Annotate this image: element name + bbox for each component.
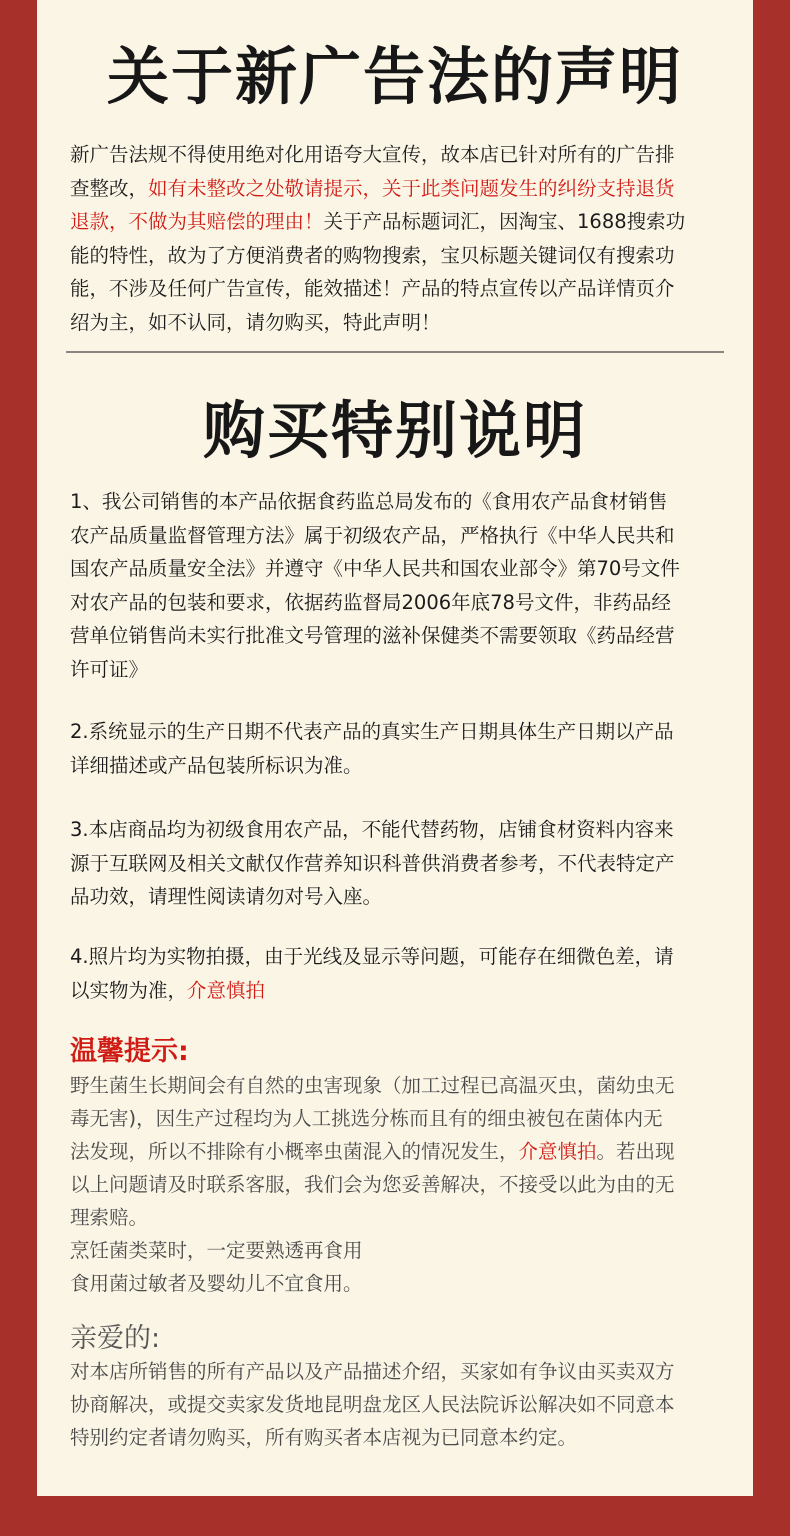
text-line xyxy=(70,880,730,914)
text-line xyxy=(70,847,730,881)
text-segment: 。若出现 xyxy=(596,1140,675,1163)
text-segment: 许可证》 xyxy=(70,657,149,681)
text-line xyxy=(70,749,730,783)
text-segment: 协商解决，或提交卖家发货地昆明盘龙区人民法院诉讼解决如不同意本 xyxy=(70,1393,675,1416)
tips-heading: 温馨提示: xyxy=(70,1036,189,1067)
purchase-note-3 xyxy=(70,813,730,914)
text-segment: 能的特性，故为了方便消费者的购物搜索，宝贝标题关键词仅有搜索功 xyxy=(70,243,675,267)
purchase-note-2 xyxy=(70,715,730,782)
text-segment: 特别约定者请勿购买，所有购买者本店视为已同意本约定。 xyxy=(70,1426,578,1449)
text-line xyxy=(70,306,730,340)
text-line xyxy=(70,1355,730,1388)
text-line xyxy=(70,552,730,586)
text-line xyxy=(70,138,730,172)
text-segment: 对本店所销售的所有产品以及产品描述介绍，买家如有争议由买卖双方 xyxy=(70,1360,675,1383)
text-line xyxy=(70,1069,730,1102)
text-line xyxy=(70,519,730,553)
text-segment: 对农产品的包装和要求，依据药监督局2006年底78号文件，非药品经 xyxy=(70,590,671,614)
text-line xyxy=(70,1135,730,1168)
text-line xyxy=(70,172,730,206)
text-segment: 4.照片均为实物拍摄，由于光线及显示等问题，可能存在细微色差，请 xyxy=(70,945,674,968)
text-line xyxy=(70,205,730,239)
text-segment: 营单位销售尚未实行批准文号管理的滋补保健类不需要领取《药品经营 xyxy=(70,624,675,648)
text-segment: 查整改， xyxy=(70,176,149,200)
text-segment: 理索赔。 xyxy=(70,1206,149,1229)
text-segment: 以实物为准， xyxy=(70,978,188,1002)
text-line xyxy=(70,1234,730,1267)
text-segment: 关于产品标题词汇，因淘宝、1688搜索功 xyxy=(323,210,686,234)
text-line xyxy=(70,1267,730,1300)
text-line xyxy=(70,485,730,519)
text-segment: 法发现，所以不排除有小概率虫菌混入的情况发生， xyxy=(70,1140,519,1163)
text-line xyxy=(70,272,730,306)
text-line xyxy=(70,974,730,1008)
text-segment: 详细描述或产品包装所标识为准。 xyxy=(70,753,363,777)
text-segment: 品功效，请理性阅读请勿对号入座。 xyxy=(70,885,383,909)
notice-panel xyxy=(37,0,753,1496)
text-line xyxy=(70,1201,730,1234)
text-segment: 能，不涉及任何广告宣传，能效描述！产品的特点宣传以产品详情页介 xyxy=(70,277,675,301)
text-segment: 绍为主，如不认同，请勿购买，特此声明！ xyxy=(70,310,441,334)
highlight-text: 如有未整改之处敬请提示，关于此类问题发生的纠纷支持退货 xyxy=(148,176,675,200)
text-line xyxy=(70,653,730,687)
purchase-notes-title: 购买特别说明 xyxy=(202,394,587,467)
declaration-title: 关于新广告法的声明 xyxy=(106,40,683,113)
text-line xyxy=(70,1421,730,1454)
highlight-text: 退款，不做为其赔偿的理由！ xyxy=(70,210,324,234)
text-line xyxy=(70,1388,730,1421)
text-line xyxy=(70,586,730,620)
text-line xyxy=(70,715,730,749)
text-segment: 食用菌过敏者及婴幼儿不宜食用。 xyxy=(70,1272,363,1295)
purchase-note-4 xyxy=(70,940,730,1007)
text-line xyxy=(70,619,730,653)
section-divider xyxy=(66,351,724,353)
dear-heading: 亲爱的: xyxy=(70,1323,161,1354)
text-segment: 野生菌生长期间会有自然的虫害现象（加工过程已高温灭虫，菌幼虫无 xyxy=(70,1074,675,1097)
text-segment: 2.系统显示的生产日期不代表产品的真实生产日期具体生产日期以产品 xyxy=(70,720,674,743)
dear-text xyxy=(70,1355,730,1454)
highlight-text: 介意慎拍 xyxy=(518,1140,597,1163)
text-segment: 毒无害)，因生产过程均为人工挑选分栋而且有的细虫被包在菌体内无 xyxy=(70,1107,663,1130)
text-line xyxy=(70,1102,730,1135)
text-segment: 烹饪菌类菜时，一定要熟透再食用 xyxy=(70,1239,363,1262)
text-segment: 国农产品质量安全法》并遵守《中华人民共和国农业部令》第70号文件 xyxy=(70,557,680,581)
declaration-text xyxy=(70,138,730,340)
text-line xyxy=(70,239,730,273)
highlight-text: 介意慎拍 xyxy=(187,978,266,1002)
text-segment: 源于互联网及相关文献仅作营养知识科普供消费者参考，不代表特定产 xyxy=(70,851,675,875)
text-line xyxy=(70,940,730,974)
text-segment: 新广告法规不得使用绝对化用语夸大宣传，故本店已针对所有的广告排 xyxy=(70,143,675,166)
text-segment: 农产品质量监督管理方法》属于初级农产品，严格执行《中华人民共和 xyxy=(70,523,675,547)
text-line xyxy=(70,1168,730,1201)
text-segment: 以上问题请及时联系客服，我们会为您妥善解决，不接受以此为由的无 xyxy=(70,1173,675,1196)
text-line xyxy=(70,813,730,847)
purchase-note-1 xyxy=(70,485,730,687)
text-segment: 3.本店商品均为初级食用农产品，不能代替药物，店铺食材资料内容来 xyxy=(70,818,674,841)
tips-text xyxy=(70,1069,730,1300)
text-segment: 1、我公司销售的本产品依据食药监总局发布的《食用农产品食材销售 xyxy=(70,490,668,513)
